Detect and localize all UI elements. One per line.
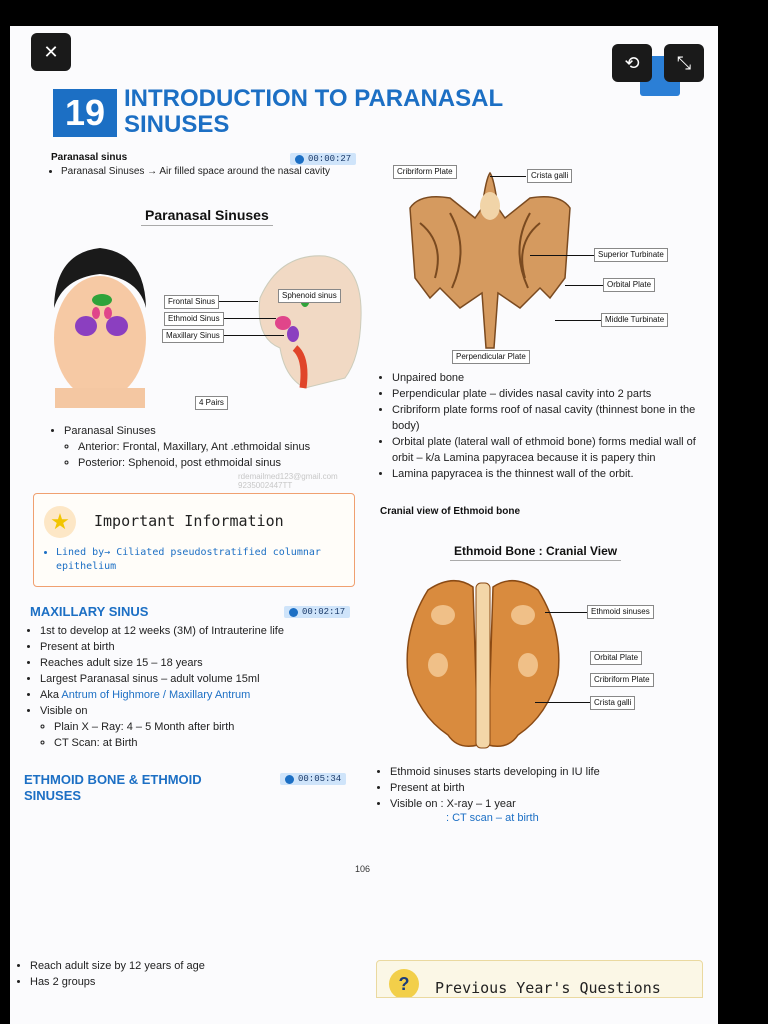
ethmoid-bone-item: • Perpendicular plate – divides nasal cavity into 2 parts (392, 386, 712, 402)
bottom-item: • Has 2 groups (30, 974, 370, 990)
maxillary-visible: Visible on (40, 705, 88, 717)
label-maxillary-sinus: Maxillary Sinus (162, 329, 224, 343)
skull-illustration (259, 256, 361, 388)
expand-icon: ⤡ (676, 52, 692, 73)
maxillary-item: • Reaches adult size 15 – 18 years (40, 655, 370, 671)
important-info-box (33, 493, 355, 587)
timestamp-ethmoid[interactable] (280, 773, 346, 785)
label-cribriform-plate: Cribriform Plate (393, 165, 457, 179)
watermark-phone: 9235002447TT (238, 481, 293, 490)
paranasal-def (47, 165, 376, 178)
label-crista-galli-2: Crista galli (590, 696, 635, 710)
label-4-pairs: 4 Pairs (195, 396, 228, 410)
label-orbital-plate: Orbital Plate (603, 278, 655, 292)
timestamp-text: 00:05:34 (298, 774, 342, 784)
pyq-box (376, 960, 703, 998)
maxillary-title: MAXILLARY SINUS (30, 604, 149, 619)
important-title: Important Information (94, 512, 284, 530)
ethmoid-sinus-list (376, 764, 710, 812)
timer-icon (289, 608, 298, 617)
ethmoid-title-line1: ETHMOID BONE & ETHMOID (24, 772, 202, 787)
timer-icon (295, 155, 304, 164)
ethmoid-bone-item: • Unpaired bone (392, 370, 712, 386)
expand-button[interactable] (664, 44, 704, 82)
xray-age: ◦ Plain X – Ray: 4 – 5 Month after birth (54, 719, 370, 735)
ethmoid-cranial-title: Ethmoid Bone : Cranial View (450, 542, 621, 561)
close-icon: ✕ (43, 41, 59, 62)
close-button[interactable] (31, 33, 71, 71)
ethmoid-illustration-2 (398, 575, 568, 750)
ethmoid-section-title (24, 772, 202, 804)
ethmoid-sinus-item: • Present at birth (390, 780, 710, 796)
maxillary-item (40, 703, 370, 751)
bottom-list (16, 958, 370, 990)
paranasal-groups (50, 423, 364, 471)
label-frontal-sinus: Frontal Sinus (164, 295, 219, 309)
maxillary-visible-sub (40, 719, 370, 751)
pyq-title: Previous Year's Questions (435, 979, 661, 997)
chapter-title-line2: SINUSES (124, 111, 230, 138)
paranasal-groups-head (64, 423, 364, 471)
ethmoid-title-line2: SINUSES (24, 788, 82, 803)
label-perpendicular-plate: Perpendicular Plate (452, 350, 530, 364)
label-cribriform-plate-2: Cribriform Plate (590, 673, 654, 687)
timer-icon (285, 775, 294, 784)
important-list (42, 546, 361, 574)
label-ethmoid-sinuses: Ethmoid sinuses (587, 605, 654, 619)
rotate-button[interactable] (612, 44, 652, 82)
important-text: • Lined by→ Ciliated pseudostratified columnar epithelium (56, 546, 361, 574)
maxillary-item: • Present at birth (40, 639, 370, 655)
ethmoid-caption: Cranial view of Ethmoid bone (380, 506, 521, 517)
paranasal-heading: Paranasal sinus (51, 152, 128, 163)
maxillary-item (40, 687, 370, 703)
watermark-email: rdemailmed123@gmail.com (238, 472, 338, 481)
ethmoid-sinus-item: • Ethmoid sinuses starts developing in IU life (390, 764, 710, 780)
chapter-number: 19 (53, 89, 117, 137)
chapter-title-line1: INTRODUCTION TO PARANASAL (124, 85, 504, 112)
bottom-item: • Reach adult size by 12 years of age (30, 958, 370, 974)
chapter-title (124, 86, 503, 138)
ethmoid-ct-visible: : CT scan – at birth (446, 812, 539, 824)
timestamp-text: 00:02:17 (302, 607, 346, 617)
ethmoid-bone-list (378, 370, 712, 482)
paranasal-def-item: • Paranasal Sinuses → Air filled space around the nasal cavity (61, 165, 376, 178)
paranasal-groups-head-text: Paranasal Sinuses (64, 425, 156, 437)
label-sphenoid-sinus: Sphenoid sinus (278, 289, 341, 303)
maxillary-aka: Aka (40, 689, 62, 701)
timestamp-paranasal[interactable] (290, 153, 356, 165)
paranasal-groups-sub (64, 439, 364, 471)
timestamp-maxillary[interactable] (284, 606, 350, 618)
paranasal-figure-title: Paranasal Sinuses (141, 205, 273, 226)
anterior-group: ◦ Anterior: Frontal, Maxillary, Ant .ethmoidal sinus (78, 439, 364, 455)
rotate-icon: ⟲ (624, 52, 640, 73)
ethmoid-sinus-item: • Visible on : X-ray – 1 year (390, 796, 710, 812)
ethmoid-illustration-1 (390, 168, 580, 353)
posterior-group: ◦ Posterior: Sphenoid, post ethmoidal sinus (78, 455, 364, 471)
label-superior-turbinate: Superior Turbinate (594, 248, 668, 262)
face-illustration (54, 248, 146, 408)
page-number: 106 (355, 864, 371, 874)
question-icon: ? (389, 969, 419, 998)
maxillary-list (26, 623, 370, 751)
label-middle-turbinate: Middle Turbinate (601, 313, 668, 327)
ethmoid-bone-item: • Lamina papyracea is the thinnest wall of the orbit. (392, 466, 712, 482)
ethmoid-bone-item: • Cribriform plate forms roof of nasal cavity (thinnest bone in the body) (392, 402, 712, 434)
label-orbital-plate-2: Orbital Plate (590, 651, 642, 665)
maxillary-item: • Largest Paranasal sinus – adult volume 15ml (40, 671, 370, 687)
timestamp-text: 00:00:27 (308, 154, 352, 164)
ct-age: ◦ CT Scan: at Birth (54, 735, 370, 751)
maxillary-aka-names: Antrum of Highmore / Maxillary Antrum (61, 689, 251, 701)
label-crista-galli: Crista galli (527, 169, 572, 183)
maxillary-item: • 1st to develop at 12 weeks (3M) of Intrauterine life (40, 623, 370, 639)
star-icon: ★ (44, 506, 76, 538)
label-ethmoid-sinus: Ethmoid Sinus (164, 312, 224, 326)
ethmoid-bone-item: • Orbital plate (lateral wall of ethmoid bone) forms medial wall of orbit – k/a Lamina papyracea because it is papery thin (392, 434, 712, 466)
